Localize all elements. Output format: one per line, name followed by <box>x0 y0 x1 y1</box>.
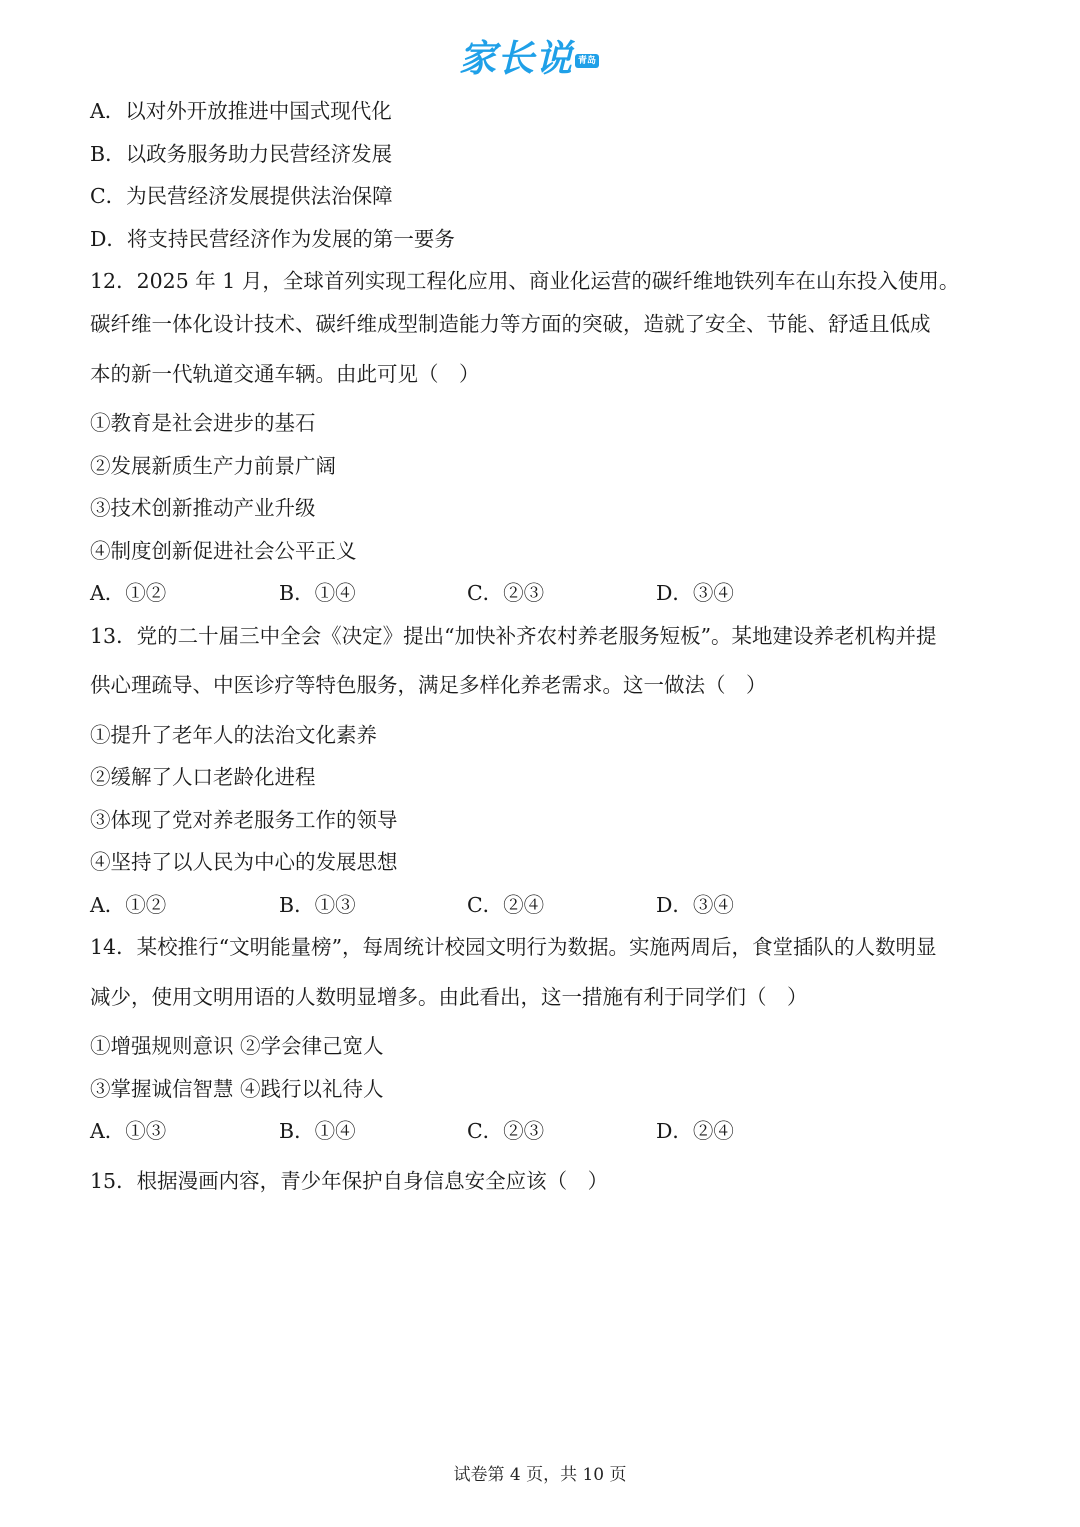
q14-stem-line-1: 14．某校推行“文明能量榜”，每周统计校园文明行为数据。实施两周后，食堂插队的人数明显 <box>90 935 937 959</box>
logo-text: 家长说 <box>459 37 573 80</box>
q12-stem-line-3: 本的新一代轨道交通车辆。由此可见（ ） <box>90 362 480 386</box>
page-footer: 试卷第 4 页，共 10 页 <box>453 1465 627 1485</box>
q14-statement-row-1: ①增强规则意识 ②学会律己宽人 <box>90 1034 384 1058</box>
q14-stem-line-2: 减少，使用文明用语的人数明显增多。由此看出，这一措施有利于同学们（ ） <box>90 985 808 1009</box>
q14-statement-row-2: ③掌握诚信智慧 ④践行以礼待人 <box>90 1077 384 1101</box>
q13-choice-c: C．②④ <box>467 893 545 917</box>
brand-logo <box>459 36 599 82</box>
q13-statement-3: ③体现了党对养老服务工作的领导 <box>90 808 398 832</box>
q13-statement-2: ②缓解了人口老龄化进程 <box>90 765 316 789</box>
q12-choices <box>90 579 790 607</box>
q11-option-c: C．为民营经济发展提供法治保障 <box>90 184 393 208</box>
q13-choice-d: D．③④ <box>656 893 734 917</box>
q12-choice-d: D．③④ <box>656 581 734 605</box>
q12-stem-line-1: 12．2025 年 1 月，全球首列实现工程化应用、商业化运营的碳纤维地铁列车在山东投入使用。 <box>90 269 960 293</box>
q15-stem: 15．根据漫画内容，青少年保护自身信息安全应该（ ） <box>90 1169 609 1193</box>
q12-stem-line-2: 碳纤维一体化设计技术、碳纤维成型制造能力等方面的突破，造就了安全、节能、舒适且低成 <box>90 312 931 336</box>
q13-stem-line-1: 13．党的二十届三中全会《决定》提出“加快补齐农村养老服务短板”。某地建设养老机构并提 <box>90 624 937 648</box>
q13-choice-a: A．①② <box>90 893 167 917</box>
q13-statement-1: ①提升了老年人的法治文化素养 <box>90 723 377 747</box>
q11-option-b: B．以政务服务助力民营经济发展 <box>90 142 393 166</box>
q12-statement-4: ④制度创新促进社会公平正义 <box>90 539 357 563</box>
q13-choices <box>90 891 790 919</box>
q14-choice-a: A．①③ <box>90 1119 167 1143</box>
q11-option-d: D．将支持民营经济作为发展的第一要务 <box>90 227 455 251</box>
q13-choice-b: B．①③ <box>279 893 356 917</box>
q12-statement-1: ①教育是社会进步的基石 <box>90 411 316 435</box>
q14-choice-c: C．②③ <box>467 1119 545 1143</box>
q14-choices <box>90 1117 790 1145</box>
q12-statement-2: ②发展新质生产力前景广阔 <box>90 454 336 478</box>
q13-statement-4: ④坚持了以人民为中心的发展思想 <box>90 850 398 874</box>
q14-choice-d: D．②④ <box>656 1119 734 1143</box>
q11-option-a: A．以对外开放推进中国式现代化 <box>90 99 392 123</box>
q12-choice-c: C．②③ <box>467 581 545 605</box>
q12-choice-b: B．①④ <box>279 581 356 605</box>
q14-choice-b: B．①④ <box>279 1119 356 1143</box>
q13-stem-line-2: 供心理疏导、中医诊疗等特色服务，满足多样化养老需求。这一做法（ ） <box>90 673 767 697</box>
q12-statement-3: ③技术创新推动产业升级 <box>90 496 316 520</box>
q12-choice-a: A．①② <box>90 581 167 605</box>
logo-badge: 青岛 <box>575 54 599 68</box>
